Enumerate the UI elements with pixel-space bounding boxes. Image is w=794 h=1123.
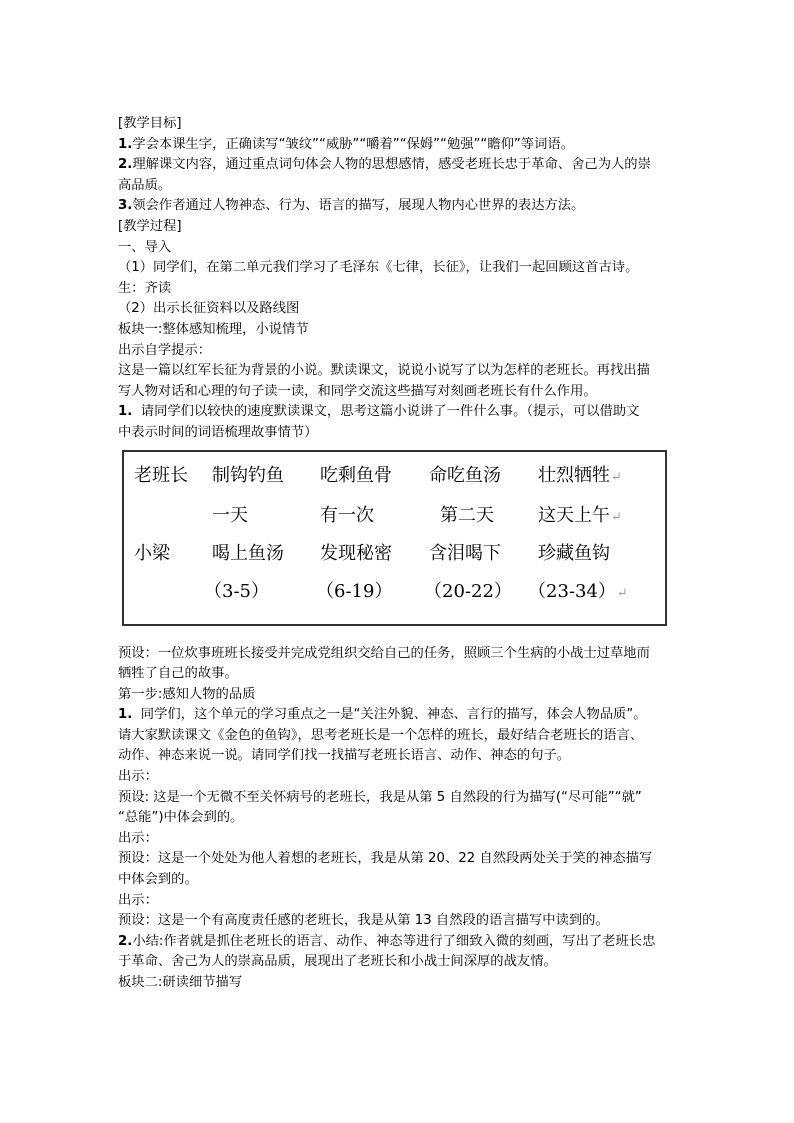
question-1-number: 1. [118,404,133,420]
summary-item-2-text: 小结:作者就是抓住老班长的语言、动作、神态等进行了细致入微的刻画，写出了老班长忠 [132,933,656,949]
goal-3-text: 领会作者通过人物神态、行为、语言的描写，展现人物内心世界的表达方法。 [132,198,585,214]
goal-2-number: 2. [118,157,133,173]
teaching-process-heading: [教学过程] [118,218,182,234]
self-study-prompt-line-1: 这是一篇以红军长征为背景的小说。默读课文，说说小说写了以为怎样的老班长。再找出描 [118,363,650,379]
table-cell-text: （23-34） [528,580,616,602]
paragraph-return-mark: ↵ [611,509,622,525]
step-1-item-1-line-2: 请大家默读课文《金色的鱼钩》，思考老班长是一个怎样的班长，最好结合老班长的语言、 [118,727,644,743]
table-cell: （20-22） [424,580,512,602]
table-cell: （6-19） [316,580,393,602]
table-row-time [124,506,665,536]
step-1-item-1-line-3: 动作、神态来说一说。请同学们找一找描写老班长语言、动作、神态的句子。 [118,748,571,764]
table-cell-text: 壮烈牺牲 [538,464,610,486]
preset-2-line-1: 预设: 这是一个无微不至关怀病号的老班长，我是从第 5 自然段的行为描写(“尽可能”“就” [118,789,642,805]
table-cell: 发现秘密 [320,542,392,564]
preset-1-line-1: 预设：一位炊事班班长接受并完成党组织交给自己的任务，照顾三个生病的小战士过草地而 [118,645,650,661]
preset-3-line-2: 中体会到的。 [118,872,198,888]
step-1-item-1 [118,705,683,726]
intro-step-2: （2）出示长征资料以及路线图 [118,301,300,317]
table-cell [538,466,622,489]
question-1-text: 请同学们以较快的速度默读课文，思考这篇小说讲了一件什么事。（提示，可以借助文 [140,404,640,420]
preset-1-line-2: 牺牲了自己的故事。 [118,666,238,682]
summary-item-2-line-2: 于革命、舍己为人的崇高品质，展现出了老班长和小战士间深厚的战友情。 [118,954,557,970]
goal-3-number: 3. [118,198,133,214]
show-label-2: 出示： [118,830,158,846]
table-cell: 喝上鱼汤 [212,542,284,564]
goal-1-text: 学会本课生字，正确读写“皱纹”“威胁”“嚼着”“保姆”“勉强”“瞻仰”等词语。 [132,136,574,152]
table-cell [528,582,628,605]
goal-2-text: 理解课文内容，通过重点词句体会人物的思想感情，感受老班长忠于革命、舍己为人的崇 [132,157,651,173]
preset-2-line-2: “总能”)中体会到的。 [118,810,244,826]
show-label-1: 出示： [118,769,158,785]
step-1-heading: 第一步:感知人物的品质 [118,686,256,702]
table-row-xiaoliang [124,544,665,574]
table-cell: 吃剩鱼骨 [320,464,392,486]
table-cell: （3-5） [204,580,269,602]
table-cell: 老班长 [134,464,188,486]
paragraph-return-mark: ↵ [611,469,622,485]
table-cell: 小梁 [134,542,170,564]
step-1-item-1-number: 1. [118,707,133,723]
table-cell: 制钩钓鱼 [212,464,284,486]
goal-2 [118,155,683,176]
goal-1 [118,135,683,156]
story-plot-table [122,450,667,626]
teaching-goals-heading: [教学目标] [118,116,182,131]
table-cell: 命吃鱼汤 [429,464,501,486]
table-cell: 有一次 [320,504,374,526]
table-cell [538,506,622,529]
table-row-paragraphs [124,582,665,612]
question-1 [118,402,683,423]
summary-item-2-number: 2. [118,933,133,949]
self-study-prompt-line-2: 写人物对话和心理的句子读一读，和同学交流这些描写对刻画老班长有什么作用。 [118,383,597,399]
summary-item-2 [118,932,683,953]
table-cell: 第二天 [440,504,494,526]
intro-step-1: （1）同学们，在第二单元我们学习了毛泽东《七律，长征》，让我们一起回顾这首古诗。 [118,260,639,276]
paragraph-return-mark: ↵ [616,585,628,601]
goal-2-continued: 高品质。 [118,177,172,193]
table-cell: 珍藏鱼钩 [538,542,610,564]
table-row-laobanzhang [124,466,665,496]
table-cell: 含泪喝下 [429,542,501,564]
question-1-continued: 中表示时间的词语梳理故事情节） [118,424,318,440]
show-label-3: 出示： [118,892,158,908]
table-cell-text: 这天上午 [538,504,610,526]
preset-3-line-1: 预设：这是一个处处为他人着想的老班长，我是从第 20、22 自然段两处关于笑的神态描写 [118,851,653,867]
block-1-heading: 板块一:整体感知梳理，小说情节 [118,321,309,337]
goal-3 [118,196,683,217]
intro-heading: 一、导入 [118,239,172,255]
goal-1-number: 1. [118,136,133,152]
lesson-plan-document [118,114,683,994]
step-1-item-1-text: 同学们，这个单元的学习重点之一是“关注外貌、神态、言行的描写，体会人物品质”。 [140,707,647,723]
table-cell: 一天 [212,504,248,526]
student-response: 生：齐读 [118,280,172,296]
self-study-label: 出示自学提示： [118,342,212,358]
preset-4: 预设：这是一个有高度责任感的老班长，我是从第 13 自然段的语言描写中读到的。 [118,913,609,929]
block-2-heading: 板块二:研读细节描写 [118,975,243,990]
